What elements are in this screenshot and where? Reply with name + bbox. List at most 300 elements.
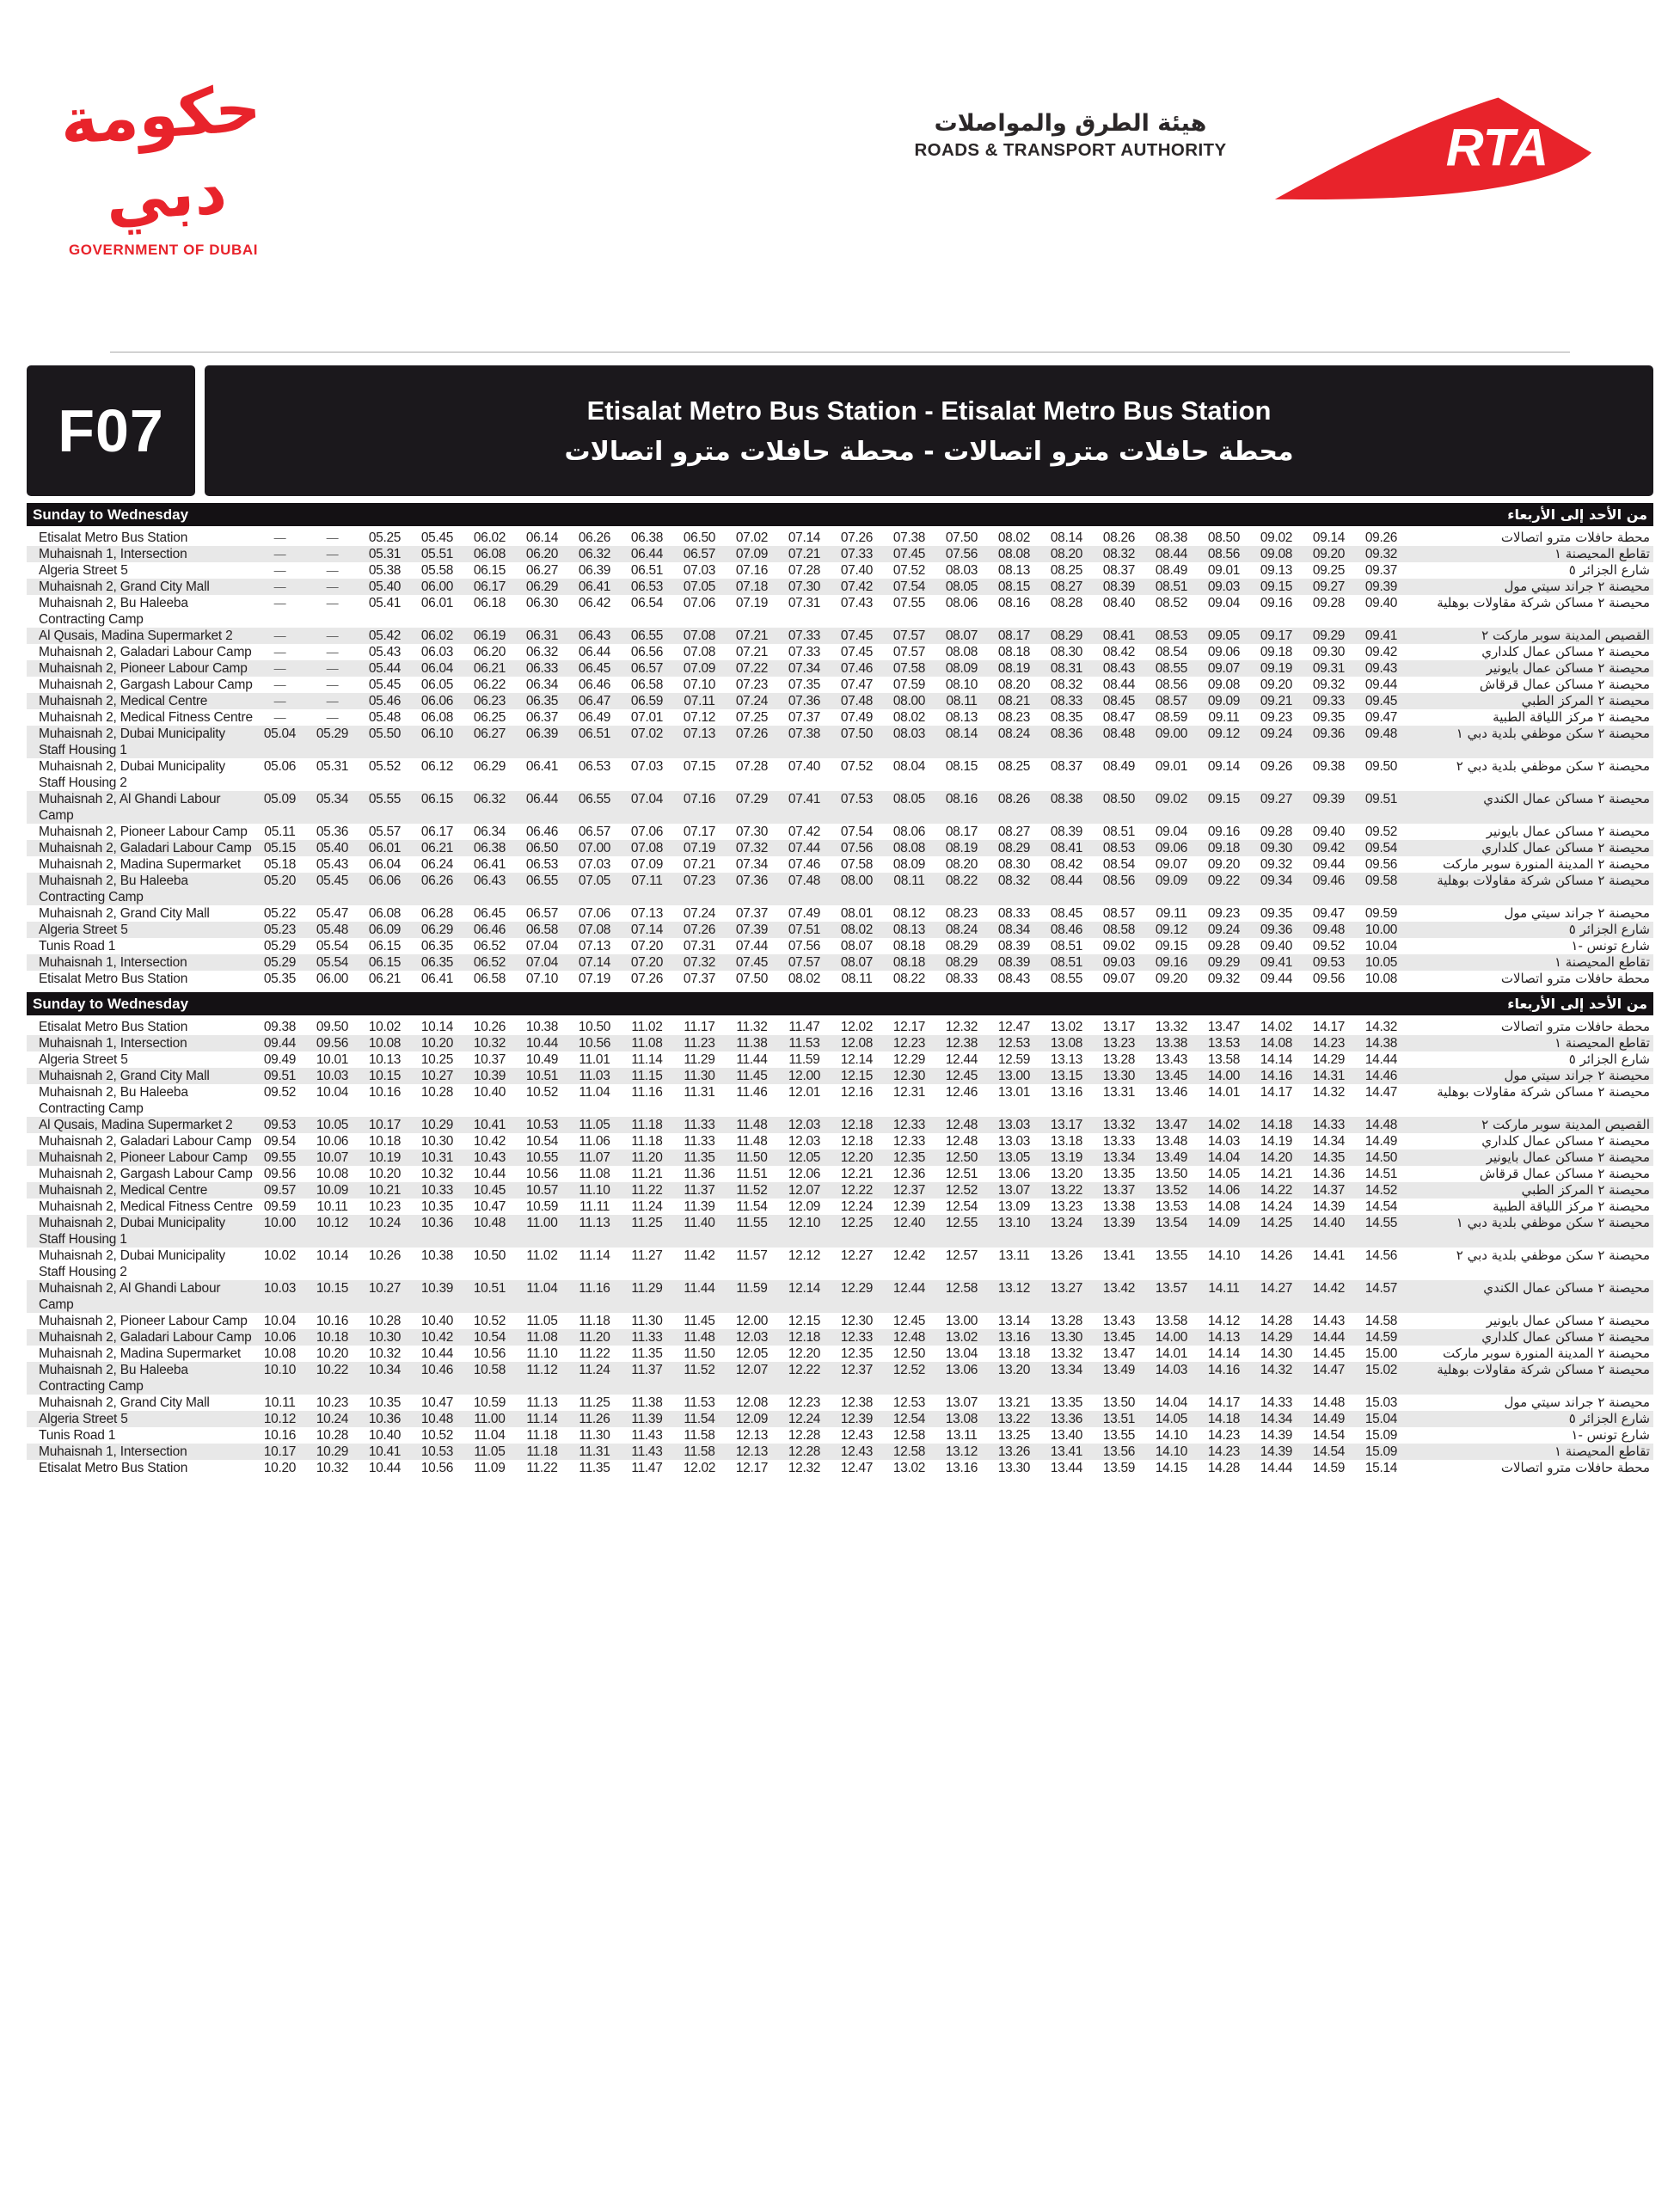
time-cell: 05.58 [420,563,454,578]
time-cell: 12.20 [840,1150,874,1165]
time-cell: 11.25 [631,1216,663,1230]
time-cell: 11.04 [474,1428,506,1443]
time-cell: 05.18 [263,857,297,872]
time-cell: 10.39 [473,1069,506,1083]
time-cell: 11.32 [736,1020,768,1034]
time-cell: 11.17 [684,1020,715,1034]
time-cell: 12.29 [840,1281,874,1296]
rta-english-name: ROADS & TRANSPORT AUTHORITY [914,140,1227,160]
time-cell: 09.02 [1102,939,1136,953]
time-cell: 12.37 [840,1363,874,1377]
time-cell: 07.10 [525,972,559,986]
time-cell: 11.35 [631,1346,663,1361]
time-cell: 10.46 [420,1363,454,1377]
time-cell: 12.27 [840,1248,874,1263]
time-cell: 09.46 [1312,874,1346,888]
time-cell: 07.11 [631,874,663,888]
time-cell: 06.51 [578,727,611,741]
time-cell: 13.32 [1155,1020,1188,1034]
time-cell: 05.40 [368,579,402,594]
time-cell: 09.11 [1208,710,1240,725]
time-cell: 08.37 [1050,759,1083,774]
time-cell: 07.04 [630,792,664,806]
time-cell: 09.01 [1207,563,1241,578]
time-cell: 10.40 [473,1085,506,1100]
time-cell: 13.34 [1050,1363,1083,1377]
table-row [27,856,1653,873]
departure-times [254,1427,1407,1444]
time-cell: 14.16 [1207,1363,1241,1377]
time-cell: 06.05 [420,677,454,692]
time-cell: 12.58 [892,1444,926,1459]
time-cell: 09.37 [1364,563,1398,578]
time-cell: 09.13 [1260,563,1293,578]
time-cell: 07.17 [683,825,716,839]
time-cell: 10.30 [368,1330,402,1345]
time-cell: 08.39 [1102,579,1136,594]
time-cell: 13.16 [1050,1085,1083,1100]
station-name-english: Muhaisnah 2, Galadari Labour Camp [39,1134,252,1149]
time-cell: 10.39 [420,1281,454,1296]
timetable-sections [27,503,1653,1481]
station-name-english: Muhaisnah 2, Pioneer Labour Camp [39,661,248,676]
time-cell: 11.43 [631,1444,663,1459]
time-cell: 07.50 [735,972,769,986]
time-cell: 13.55 [1155,1248,1188,1263]
time-cell: 09.01 [1155,759,1188,774]
time-cell: 13.03 [997,1134,1031,1149]
time-cell: 12.50 [945,1150,978,1165]
time-cell: 11.31 [579,1444,610,1459]
time-cell: 11.18 [631,1134,663,1149]
time-cell: 11.24 [631,1199,663,1214]
time-cell: 15.14 [1364,1461,1398,1475]
time-cell: 08.48 [1102,727,1136,741]
time-cell: 11.29 [631,1281,663,1296]
time-cell: 11.29 [684,1052,715,1067]
time-cell: 12.02 [683,1461,716,1475]
departure-times [254,1444,1407,1460]
departure-times [254,562,1407,579]
time-cell: 13.31 [1102,1085,1136,1100]
time-cell: 14.59 [1364,1330,1398,1345]
time-cell: 13.15 [1050,1069,1083,1083]
time-cell: 07.08 [578,923,611,937]
time-cell: 14.26 [1260,1248,1293,1263]
time-cell: 10.37 [473,1052,506,1067]
time-cell: 11.36 [684,1167,715,1181]
time-cell: 07.13 [683,727,716,741]
time-cell: 13.01 [997,1085,1031,1100]
time-cell: 13.08 [945,1412,978,1426]
time-cell: 11.01 [579,1052,610,1067]
time-cell: 05.43 [316,857,349,872]
time-cell: 10.16 [368,1085,402,1100]
time-cell: 09.28 [1260,825,1293,839]
time-cell: 12.52 [892,1363,926,1377]
time-cell: 05.09 [263,792,297,806]
time-cell: 14.14 [1260,1052,1293,1067]
time-cell: 07.43 [840,596,874,610]
time-cell: 14.51 [1364,1167,1398,1181]
time-cell: 13.48 [1155,1134,1188,1149]
time-cell: 14.32 [1260,1363,1293,1377]
time-cell: 08.50 [1207,530,1241,545]
station-name-arabic: محيصنة ٢ مساكن عمال بايونير [1486,660,1650,676]
table-row [27,1280,1653,1313]
time-cell: 07.21 [683,857,716,872]
time-cell: 08.06 [945,596,978,610]
time-cell: 12.03 [788,1118,821,1132]
time-cell: 08.17 [997,628,1031,643]
timetable-section-afternoon [27,992,1653,1476]
time-cell: 13.07 [945,1395,978,1410]
time-cell: 06.39 [525,727,559,741]
time-cell: 06.10 [420,727,454,741]
time-cell: 06.56 [630,645,664,659]
time-cell: 10.53 [420,1444,454,1459]
time-cell: 11.47 [631,1461,663,1475]
route-code-badge: F07 [27,365,195,496]
time-cell: 14.47 [1364,1085,1398,1100]
station-name-arabic: محيصنة ٢ جراند سيتي مول [1504,1068,1650,1083]
time-cell: 11.57 [736,1248,768,1263]
time-cell: 08.38 [1050,792,1083,806]
station-name-english: Muhaisnah 2, Dubai Municipality Staff Housing 1 [39,727,225,757]
time-cell: 09.16 [1260,596,1293,610]
time-cell: 09.36 [1312,727,1346,741]
time-cell: 11.24 [579,1363,610,1377]
time-cell: 08.32 [1050,677,1083,692]
no-service-dash: — [273,661,286,675]
time-cell: 07.23 [735,677,769,692]
station-name-arabic: محيصنة ٢ مساكن عمال كلداري [1481,1133,1650,1149]
station-name-arabic: شارع تونس -١ [1571,938,1650,953]
time-cell: 11.31 [684,1085,715,1100]
time-cell: 08.18 [892,955,926,970]
time-cell: 11.02 [631,1020,663,1034]
time-cell: 14.40 [1312,1216,1346,1230]
time-cell: 14.16 [1260,1069,1293,1083]
time-cell: 10.25 [420,1052,454,1067]
station-name-english: Muhaisnah 2, Medical Fitness Centre [39,1199,253,1214]
table-row [27,1051,1653,1068]
station-name-arabic: محيصنة ٢ مساكن شركة مقاولات بوهلية [1437,1362,1650,1377]
time-cell: 08.24 [945,923,978,937]
time-cell: 08.18 [892,939,926,953]
time-cell: 06.43 [473,874,506,888]
time-cell: 06.00 [316,972,349,986]
time-cell: 11.46 [736,1085,768,1100]
time-cell: 08.03 [892,727,926,741]
time-cell: 08.02 [788,972,821,986]
station-name-english: Muhaisnah 2, Medical Centre [39,1183,208,1198]
time-cell: 08.25 [1050,563,1083,578]
station-name-arabic: محيصنة ٢ مساكن عمال الكندي [1483,791,1650,806]
time-cell: 14.04 [1155,1395,1188,1410]
time-cell: 09.27 [1312,579,1346,594]
departure-times [254,954,1407,971]
time-cell: 08.32 [1102,547,1136,561]
time-cell: 10.05 [316,1118,349,1132]
time-cell: 13.06 [997,1167,1031,1181]
time-cell: 14.32 [1364,1020,1398,1034]
time-cell: 10.38 [525,1020,559,1034]
time-cell: 07.26 [840,530,874,545]
time-cell: 06.49 [578,710,611,725]
time-cell: 10.36 [420,1216,454,1230]
table-row [27,677,1653,693]
time-cell: 07.08 [683,628,716,643]
time-cell: 12.18 [840,1118,874,1132]
time-cell: 09.09 [1207,694,1241,708]
time-cell: 13.17 [1102,1020,1136,1034]
table-row [27,840,1653,856]
time-cell: 12.24 [788,1412,821,1426]
time-cell: 09.53 [263,1118,297,1132]
time-cell: 05.31 [368,547,402,561]
time-cell: 12.05 [735,1346,769,1361]
time-cell: 07.08 [683,645,716,659]
time-cell: 12.59 [997,1052,1031,1067]
table-row [27,1215,1653,1248]
time-cell: 08.47 [1102,710,1136,725]
time-cell: 07.48 [840,694,874,708]
time-cell: 08.02 [892,710,926,725]
time-cell: 06.50 [525,841,559,855]
time-cell: 08.05 [892,792,926,806]
time-cell: 09.20 [1207,857,1241,872]
time-cell: 09.26 [1364,530,1398,545]
time-cell: 09.07 [1155,857,1188,872]
time-cell: 14.10 [1155,1428,1188,1443]
time-cell: 07.58 [892,661,926,676]
time-cell: 09.21 [1260,694,1293,708]
time-cell: 07.29 [735,792,769,806]
time-cell: 08.29 [1050,628,1083,643]
time-cell: 06.29 [420,923,454,937]
time-cell: 09.20 [1260,677,1293,692]
time-cell: 08.51 [1102,825,1136,839]
station-name-english: Muhaisnah 2, Madina Supermarket [39,1346,242,1361]
time-cell: 08.26 [1102,530,1136,545]
time-cell: 09.17 [1260,628,1293,643]
time-cell: 06.34 [473,825,506,839]
time-cell: 09.57 [263,1183,297,1198]
time-cell: 10.22 [316,1363,349,1377]
time-cell: 13.24 [1050,1216,1083,1230]
time-cell: 07.49 [840,710,874,725]
time-cell: 14.44 [1260,1461,1293,1475]
time-cell: 06.35 [420,939,454,953]
time-cell: 15.09 [1364,1444,1398,1459]
time-cell: 06.31 [525,628,559,643]
departure-times [254,595,1407,611]
time-cell: 07.10 [683,677,716,692]
station-name-arabic: محيصنة ٢ مساكن شركة مقاولات بوهلية [1437,1084,1650,1100]
time-cell: 08.28 [1050,596,1083,610]
time-cell: 06.46 [473,923,506,937]
time-cell: 13.49 [1102,1363,1136,1377]
time-cell: 07.32 [735,841,769,855]
station-name-arabic: محيصنة ٢ مركز اللياقة الطبية [1493,709,1650,725]
time-cell: 14.05 [1155,1412,1188,1426]
rta-logo-icon [1271,88,1596,206]
time-cell: 10.41 [368,1444,402,1459]
table-row [27,1117,1653,1133]
time-cell: 06.27 [525,563,559,578]
time-cell: 10.02 [368,1020,402,1034]
time-cell: 07.32 [683,955,716,970]
time-cell: 12.43 [840,1444,874,1459]
time-cell: 12.29 [892,1052,926,1067]
time-cell: 11.47 [788,1020,820,1034]
time-cell: 10.28 [420,1085,454,1100]
time-cell: 10.24 [368,1216,402,1230]
time-cell: 07.40 [788,759,821,774]
time-cell: 09.30 [1312,645,1346,659]
departure-times [254,758,1407,775]
time-cell: 08.56 [1155,677,1188,692]
time-cell: 10.44 [473,1167,506,1181]
time-cell: 10.54 [525,1134,559,1149]
departure-times [254,791,1407,807]
time-cell: 10.59 [473,1395,506,1410]
time-cell: 13.12 [945,1444,978,1459]
time-cell: 14.13 [1207,1330,1241,1345]
time-cell: 07.04 [525,955,559,970]
time-cell: 14.39 [1260,1428,1293,1443]
time-cell: 11.18 [579,1314,610,1328]
time-cell: 11.13 [579,1216,610,1230]
time-cell: 14.42 [1312,1281,1346,1296]
time-cell: 12.39 [892,1199,926,1214]
time-cell: 14.01 [1207,1085,1241,1100]
no-service-dash: — [273,645,286,659]
time-cell: 14.34 [1312,1134,1346,1149]
time-cell: 13.25 [997,1428,1031,1443]
time-cell: 11.11 [579,1199,610,1214]
time-cell: 10.44 [525,1036,559,1051]
time-cell: 08.42 [1050,857,1083,872]
station-name-english: Etisalat Metro Bus Station [39,972,188,986]
time-cell: 05.48 [368,710,402,725]
time-cell: 08.08 [945,645,978,659]
time-cell: 11.14 [631,1052,663,1067]
time-cell: 08.46 [1050,923,1083,937]
time-cell: 10.52 [473,1314,506,1328]
time-cell: 08.49 [1102,759,1136,774]
time-cell: 06.57 [578,825,611,839]
time-cell: 09.36 [1260,923,1293,937]
time-cell: 07.30 [788,579,821,594]
time-cell: 10.17 [368,1118,402,1132]
time-cell: 14.10 [1207,1248,1241,1263]
time-cell: 11.30 [684,1069,715,1083]
time-cell: 09.49 [263,1052,297,1067]
no-service-dash: — [326,563,339,577]
time-cell: 09.20 [1155,972,1188,986]
time-cell: 08.39 [1050,825,1083,839]
time-cell: 10.50 [578,1020,611,1034]
time-cell: 14.17 [1260,1085,1293,1100]
time-cell: 14.06 [1207,1183,1241,1198]
table-row [27,758,1653,791]
time-cell: 09.06 [1207,645,1241,659]
time-cell: 13.56 [1102,1444,1136,1459]
time-cell: 14.18 [1260,1118,1293,1132]
time-cell: 11.18 [526,1428,558,1443]
time-cell: 10.18 [368,1134,402,1149]
time-cell: 11.44 [736,1052,768,1067]
no-service-dash: — [326,710,339,724]
time-cell: 07.56 [840,841,874,855]
time-cell: 09.47 [1312,906,1346,921]
time-cell: 12.07 [735,1363,769,1377]
time-cell: 08.36 [1050,727,1083,741]
time-cell: 11.45 [736,1069,768,1083]
time-cell: 12.50 [892,1346,926,1361]
time-cell: 06.34 [525,677,559,692]
time-cell: 07.03 [578,857,611,872]
station-name-english: Tunis Road 1 [39,1428,116,1443]
time-cell: 10.03 [316,1069,349,1083]
departure-times [254,1329,1407,1346]
time-cell: 10.43 [473,1150,506,1165]
station-name-english: Etisalat Metro Bus Station [39,1461,188,1475]
time-cell: 07.20 [630,939,664,953]
time-cell: 07.22 [735,661,769,676]
station-name-arabic: محيصنة ٢ سكن موظفي بلدية دبي ٢ [1456,1248,1650,1263]
time-cell: 11.15 [631,1069,663,1083]
time-cell: 06.20 [473,645,506,659]
time-cell: 08.13 [997,563,1031,578]
time-cell: 10.47 [420,1395,454,1410]
time-cell: 06.21 [473,661,506,676]
time-cell: 06.08 [473,547,506,561]
time-cell: 06.15 [368,939,402,953]
time-cell: 13.52 [1155,1183,1188,1198]
time-cell: 08.50 [1102,792,1136,806]
time-cell: 14.17 [1207,1395,1241,1410]
time-cell: 14.28 [1260,1314,1293,1328]
time-cell: 06.50 [683,530,716,545]
time-cell: 08.56 [1207,547,1241,561]
time-cell: 06.27 [473,727,506,741]
time-cell: 08.02 [840,923,874,937]
station-name-arabic: محيصنة ٢ مساكن شركة مقاولات بوهلية [1437,873,1650,888]
time-cell: 13.05 [997,1150,1031,1165]
time-cell: 05.29 [263,955,297,970]
time-cell: 14.05 [1207,1167,1241,1181]
departure-times [254,726,1407,742]
time-cell: 05.43 [368,645,402,659]
time-cell: 11.08 [579,1167,610,1181]
time-cell: 06.21 [420,841,454,855]
time-cell: 08.29 [945,955,978,970]
route-banner [27,365,1653,496]
time-cell: 14.54 [1312,1428,1346,1443]
time-cell: 13.22 [997,1412,1031,1426]
time-cell: 12.16 [840,1085,874,1100]
time-cell: 10.10 [263,1363,297,1377]
time-cell: 13.00 [945,1314,978,1328]
table-row [27,938,1653,954]
time-cell: 12.57 [945,1248,978,1263]
time-cell: 06.06 [420,694,454,708]
time-cell: 09.51 [263,1069,297,1083]
time-cell: 08.53 [1155,628,1188,643]
